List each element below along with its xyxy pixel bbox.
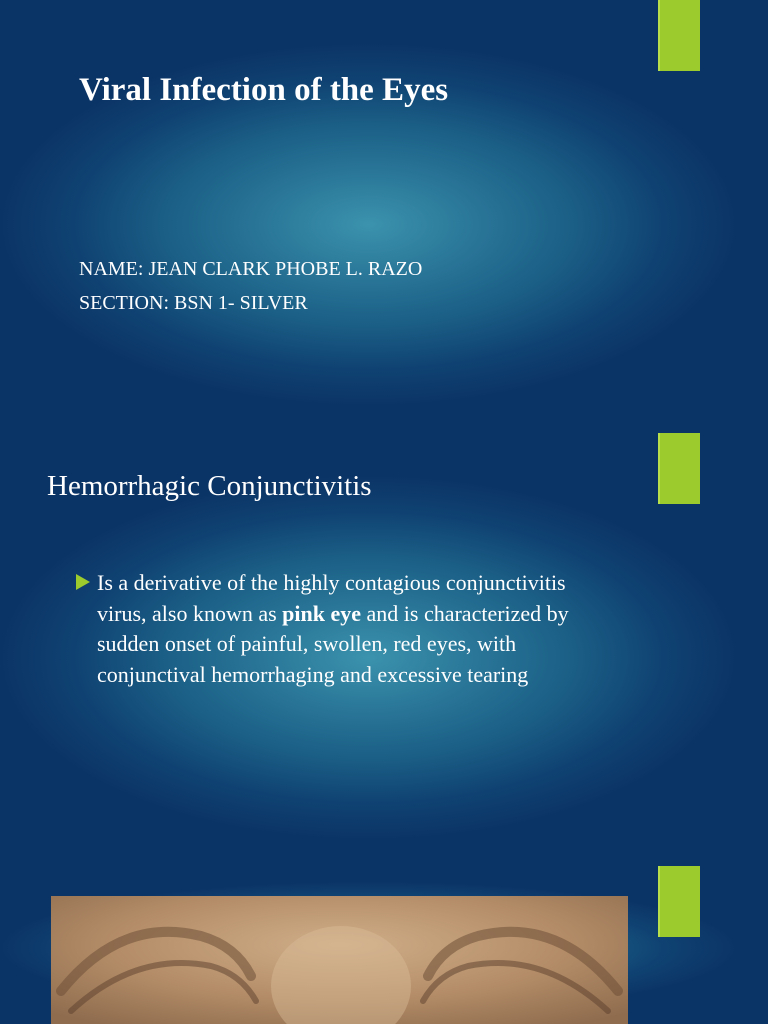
slide-hemorrhagic-conjunctivitis <box>0 432 768 866</box>
bullet-item <box>76 568 636 690</box>
eyes-photo-illustration <box>51 896 628 1024</box>
triangle-bullet-icon <box>76 574 90 590</box>
bullet-text <box>97 568 617 690</box>
bullet-text-after: and is characterized by sudden onset of painful, swollen, red eyes, with conjunctival hemorrhaging and excessive tearing <box>97 600 569 687</box>
author-section: SECTION: BSN 1- SILVER <box>79 292 308 314</box>
bullet-text-bold: pink eye <box>282 600 362 626</box>
slide-heading: Hemorrhagic Conjunctivitis <box>47 470 372 502</box>
accent-bar <box>658 433 700 504</box>
slide-title <box>0 0 768 432</box>
slide-eye-photo <box>0 866 768 1024</box>
accent-bar <box>658 0 700 71</box>
eyes-closeup-photo <box>51 896 628 1024</box>
slide-title-text: Viral Infection of the Eyes <box>79 72 449 108</box>
accent-bar <box>658 866 700 937</box>
bullet-text-before: Is a derivative of the highly contagious conjunctivitis virus, also known as <box>97 570 566 626</box>
author-name: NAME: JEAN CLARK PHOBE L. RAZO <box>79 258 423 280</box>
